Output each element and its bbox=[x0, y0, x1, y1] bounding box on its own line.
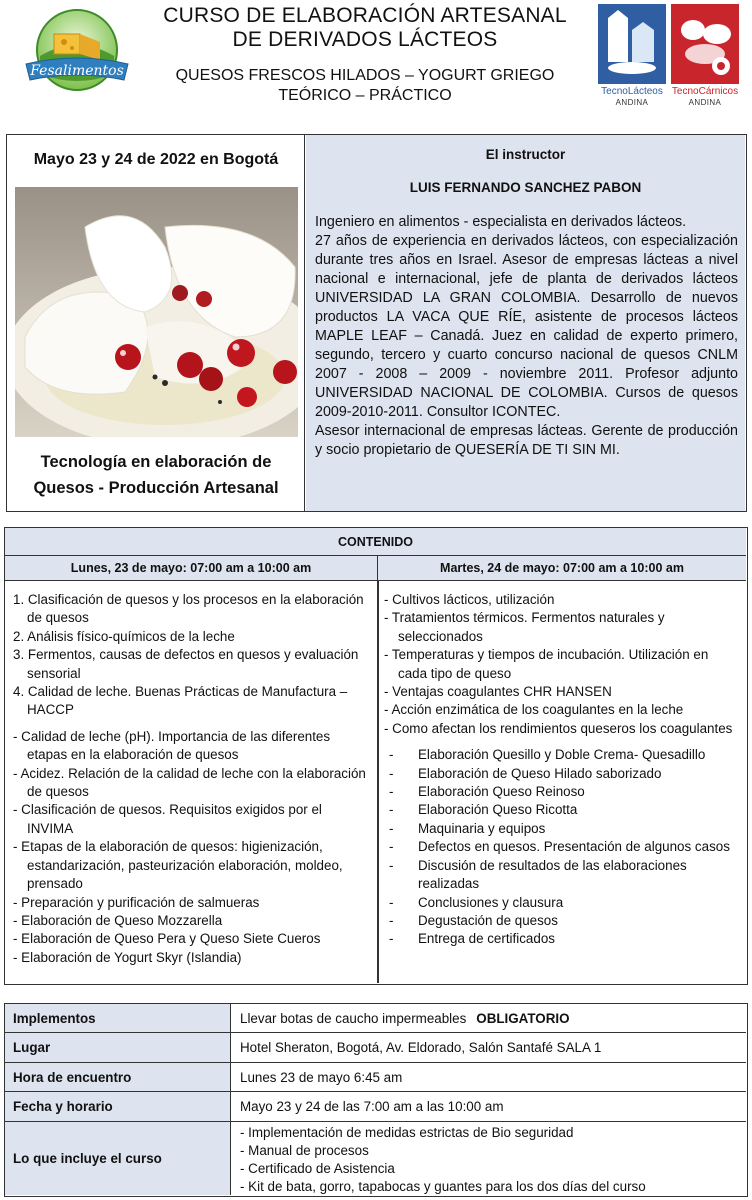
row-label: Lugar bbox=[5, 1033, 231, 1062]
list-item: - Elaboración de Queso Pera y Queso Siete Cueros bbox=[13, 931, 321, 947]
row-value: Llevar botas de caucho impermeables OBLIGATORIO bbox=[240, 1010, 570, 1026]
list-item: - Entrega de certificados bbox=[389, 931, 555, 947]
list-item: - Implementación de medidas estrictas de Bio seguridad bbox=[240, 1124, 574, 1140]
list-item: - Etapas de la elaboración de quesos: higienización, estandarización, pasteurización elaboración, moldeo, prensado bbox=[13, 839, 343, 892]
list-item: 4. Calidad de leche. Buenas Prácticas de Manufactura – HACCP bbox=[13, 684, 348, 718]
row-value: Mayo 23 y 24 de las 7:00 am a las 10:00 am bbox=[240, 1099, 504, 1114]
tecnolacteos-logo bbox=[598, 4, 666, 84]
list-item: - Elaboración Queso Ricotta bbox=[389, 802, 578, 818]
row-label: Hora de encuentro bbox=[5, 1063, 231, 1091]
title-block bbox=[140, 4, 590, 106]
list-item: - Elaboración de Yogurt Skyr (Islandia) bbox=[13, 949, 242, 965]
includes-list bbox=[232, 1122, 746, 1195]
bio-line1: Ingeniero en alimentos - especialista en derivados lácteos. bbox=[315, 214, 687, 230]
table-row bbox=[5, 1004, 746, 1033]
course-title-line2: DE DERIVADOS LÁCTEOS bbox=[232, 28, 498, 51]
list-item: - Clasificación de quesos. Requisitos exigidos por el INVIMA bbox=[13, 802, 322, 836]
day1-content bbox=[13, 591, 371, 967]
required-emphasis: OBLIGATORIO bbox=[476, 1010, 570, 1026]
list-item: - Elaboración de Queso Mozzarella bbox=[13, 912, 223, 928]
day2-content bbox=[384, 591, 740, 949]
tecnocarnicos-logo bbox=[671, 4, 739, 84]
instructor-bio bbox=[315, 213, 738, 460]
bio-paragraph: 27 años de experiencia en derivados lácteos, con especialización durante tres años en Israel. Asesor de empresas lácteas a nivel nacional e internacional, jefe de planta de derivados lácteos UNIVERSIDAD LA GRAN COLOMBIA. Desarrollo de nuevos productos LA VACA QUE RÍE, asistente de procesos lácteos MAPLE LEAF – Canadá. Juez en calidad de experto primero, segundo, tercero y cuarto concurso nacional de quesos CNLM 2007 - 2008 – 2009 - noviembre 2011. Profesor adjunto UNIVERSIDAD NACIONAL DE COLOMBIA. Cursos de quesos 2009-2010-2011. Consultor ICONTEC. bbox=[315, 233, 738, 420]
course-title-line1: CURSO DE ELABORACIÓN ARTESANAL bbox=[163, 4, 567, 27]
list-item: - Tratamientos térmicos. Fermentos naturales y seleccionados bbox=[384, 610, 665, 644]
list-item: - Como afectan los rendimientos queseros los coagulantes bbox=[384, 720, 733, 736]
row-value: Lunes 23 de mayo 6:45 am bbox=[240, 1069, 403, 1085]
meat-icon bbox=[671, 4, 739, 84]
details-table bbox=[4, 1003, 748, 1197]
list-item: - Acción enzimática de los coagulantes en la leche bbox=[384, 702, 684, 718]
list-item: - Ventajas coagulantes CHR HANSEN bbox=[384, 684, 612, 700]
list-item: 2. Análisis físico-químicos de la leche bbox=[13, 628, 235, 644]
course-subtitle-line1: QUESOS FRESCOS HILADOS – YOGURT GRIEGO bbox=[175, 67, 555, 84]
tecnolacteos-label: TecnoLácteos ANDINA bbox=[601, 86, 663, 107]
row-value: Hotel Sheraton, Bogotá, Av. Eldorado, Salón Santafé SALA 1 bbox=[240, 1040, 602, 1055]
technology-title: Tecnología en elaboración de Quesos - Producción Artesanal bbox=[33, 453, 279, 497]
day2-header: Martes, 24 de mayo: 07:00 am a 10:00 am bbox=[378, 556, 746, 581]
logo-text: Fesalimentos bbox=[30, 63, 124, 79]
row-label: Implementos bbox=[5, 1004, 231, 1032]
list-item: - Elaboración de Queso Hilado saborizado bbox=[389, 765, 662, 781]
bio-paragraph2: Asesor internacional de empresas lácteas. Gerente de producción y socio propietario de QUESERÍA DE TI SIN MI. bbox=[315, 423, 738, 458]
info-left-panel bbox=[7, 135, 305, 511]
row-label: Fecha y horario bbox=[5, 1092, 231, 1121]
table-row bbox=[5, 1092, 746, 1122]
day1-header: Lunes, 23 de mayo: 07:00 am a 10:00 am bbox=[5, 556, 378, 581]
date-heading: Mayo 23 y 24 de 2022 en Bogotá bbox=[33, 151, 279, 168]
list-item: - Preparación y purificación de salmueras bbox=[13, 894, 260, 910]
contenido-title: CONTENIDO bbox=[5, 528, 746, 556]
row-label: Lo que incluye el curso bbox=[5, 1122, 231, 1195]
table-row bbox=[5, 1063, 746, 1092]
table-row bbox=[5, 1033, 746, 1063]
table-row bbox=[5, 1122, 746, 1195]
list-item: - Certificado de Asistencia bbox=[240, 1160, 395, 1176]
list-item: 1. Clasificación de quesos y los procesos en la elaboración de quesos bbox=[13, 592, 364, 626]
tecno-logos bbox=[598, 4, 740, 112]
instructor-label: El instructor bbox=[485, 147, 566, 162]
list-item: - Maquinaria y equipos bbox=[389, 820, 546, 836]
list-item: - Cultivos lácticos, utilización bbox=[384, 592, 555, 607]
cheese-photo bbox=[15, 187, 298, 437]
column-divider bbox=[377, 581, 379, 983]
page-header bbox=[0, 0, 752, 120]
list-item: - Discusión de resultados de las elaboraciones realizadas bbox=[389, 857, 687, 892]
tecnocarnicos-label: TecnoCárnicos ANDINA bbox=[671, 86, 739, 107]
list-item: - Conclusiones y clausura bbox=[389, 894, 564, 910]
list-item: - Manual de procesos bbox=[240, 1142, 369, 1158]
contenido-section bbox=[4, 527, 748, 985]
milk-icon bbox=[598, 4, 666, 84]
list-item: - Defectos en quesos. Presentación de algunos casos bbox=[389, 839, 730, 855]
list-item: - Acidez. Relación de la calidad de leche con la elaboración de quesos bbox=[13, 765, 366, 800]
list-item: - Degustación de quesos bbox=[389, 912, 558, 928]
instructor-name: LUIS FERNANDO SANCHEZ PABON bbox=[409, 180, 642, 195]
list-item: - Elaboración Quesillo y Doble Crema- Quesadillo bbox=[389, 747, 706, 763]
list-item: - Temperaturas y tiempos de incubación. Utilización en cada tipo de queso bbox=[384, 647, 709, 681]
instructor-panel bbox=[306, 135, 745, 511]
fesalimentos-logo bbox=[20, 4, 134, 102]
list-item: - Calidad de leche (pH). Importancia de las diferentes etapas en la elaboración de quesos bbox=[13, 728, 331, 763]
course-subtitle-line2: TEÓRICO – PRÁCTICO bbox=[278, 87, 452, 104]
list-item: - Kit de bata, gorro, tapabocas y guantes para los dos días del curso bbox=[240, 1178, 646, 1194]
course-info-section bbox=[6, 134, 747, 512]
list-item: 3. Fermentos, causas de defectos en quesos y evaluación sensorial bbox=[13, 647, 359, 681]
list-item: - Elaboración Queso Reinoso bbox=[389, 784, 585, 800]
